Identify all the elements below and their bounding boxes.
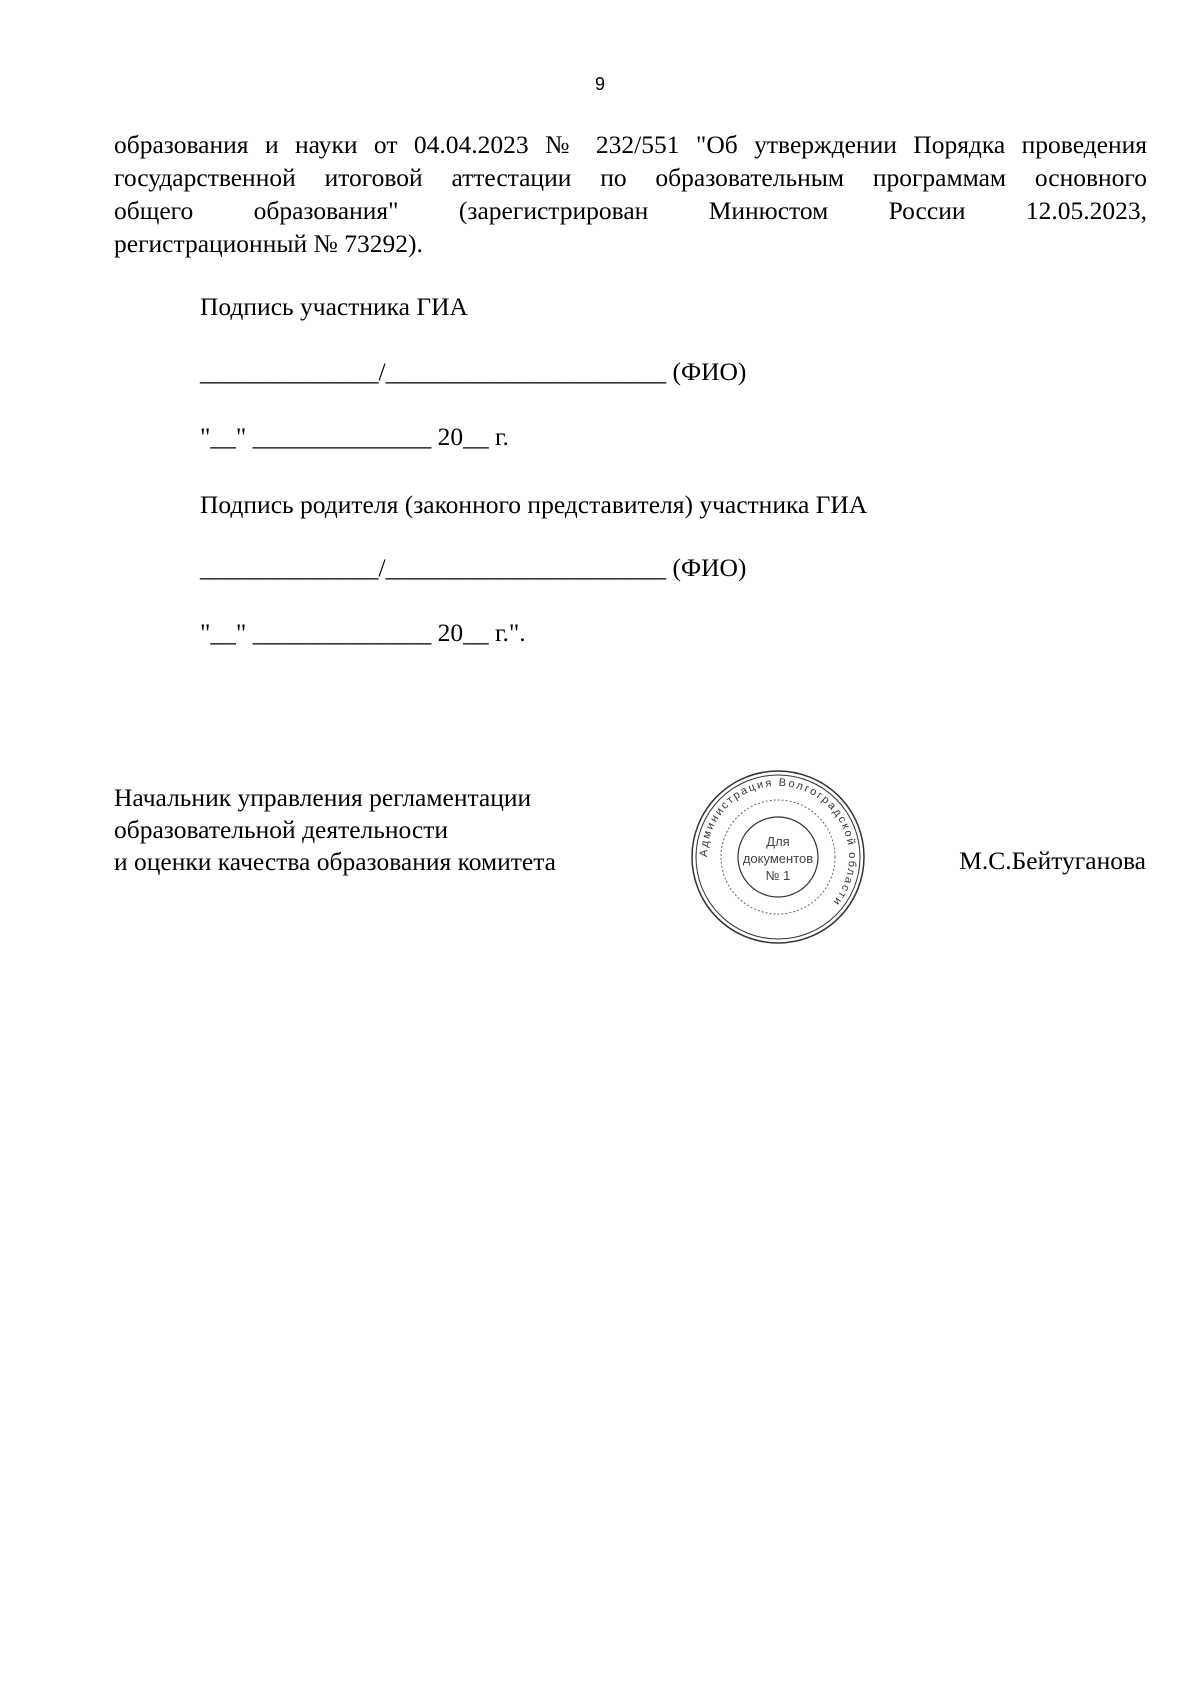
body-paragraph <box>114 128 1147 260</box>
stamp-center-line-3: № 1 <box>765 868 791 883</box>
parent-signature-label: Подпись родителя (законного представителя) участника ГИА <box>200 490 868 519</box>
chief-position-line-2: образовательной деятельности <box>114 815 449 844</box>
stamp-ring-text: Администрация Волгоградской области <box>697 776 859 909</box>
official-stamp <box>689 768 867 946</box>
chief-position <box>114 782 556 878</box>
stamp-center-line-1: Для <box>766 834 790 849</box>
paragraph-line-4: регистрационный № 73292). <box>114 229 423 258</box>
paragraph-line-1: образования и науки от 04.04.2023 № 232/551 "Об утверждении Порядка проведения <box>114 130 1147 159</box>
participant-signature-line: ______________/______________________ (ФИО) <box>200 357 747 386</box>
parent-date-line: "__" ______________ 20__ г.". <box>200 618 526 647</box>
signer-name: М.С.Бейтуганова <box>959 846 1146 875</box>
chief-position-line-1: Начальник управления регламентации <box>114 783 532 812</box>
participant-date-line: "__" ______________ 20__ г. <box>200 422 509 451</box>
parent-signature-line: ______________/______________________ (ФИО) <box>200 553 747 582</box>
paragraph-line-2: государственной итоговой аттестации по образовательным программам основного <box>114 163 1147 192</box>
paragraph-line-3: общего образования" (зарегистрирован Минюстом России 12.05.2023, <box>114 196 1147 225</box>
page-number: 9 <box>594 74 605 94</box>
stamp-center-line-2: документов <box>742 851 814 866</box>
participant-signature-label: Подпись участника ГИА <box>200 292 468 321</box>
chief-position-line-3: и оценки качества образования комитета <box>114 847 556 876</box>
